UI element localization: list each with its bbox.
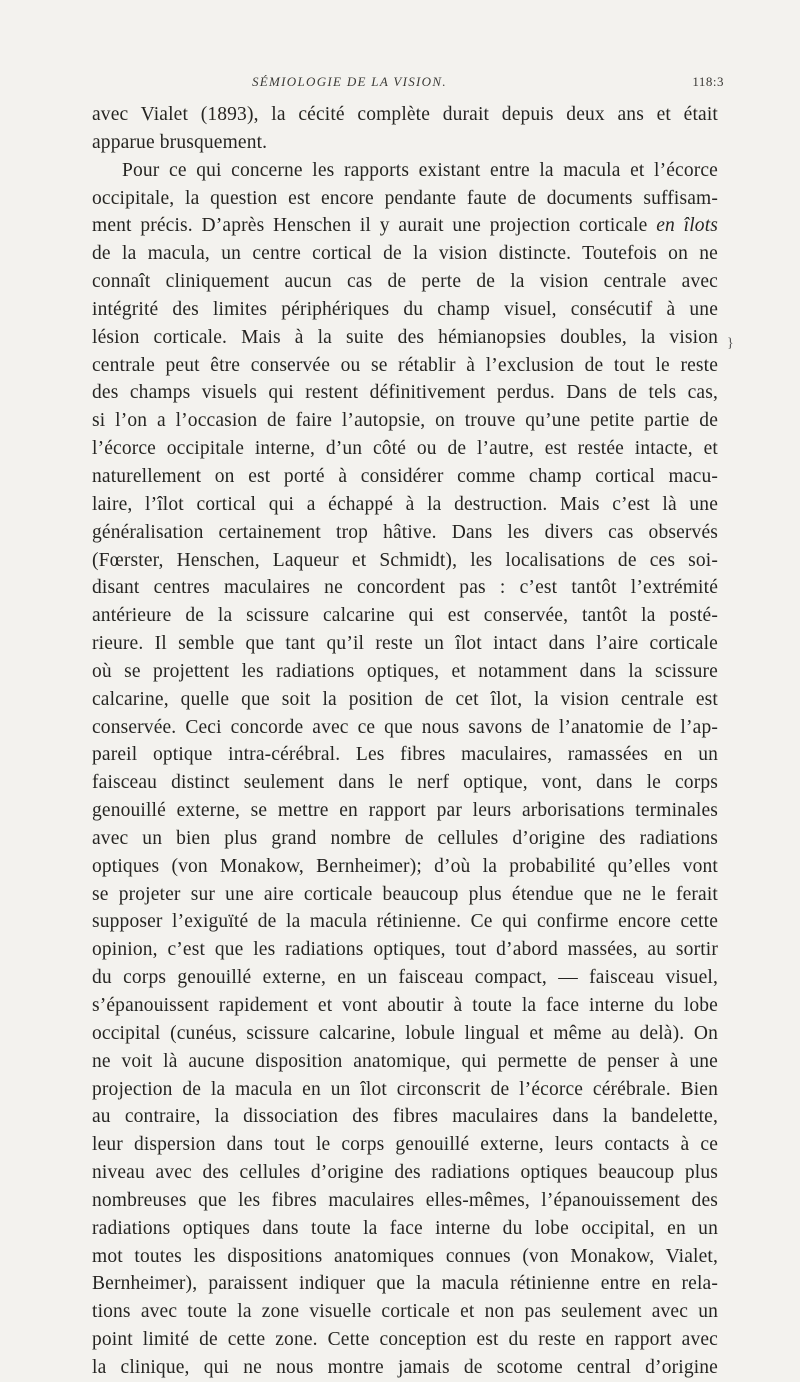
text-line: leur dispersion dans tout le corps genouillé externe, leurs contacts à ce [92,1134,718,1156]
text-line: au contraire, la dissociation des fibres maculaires dans la bandelette, [92,1106,718,1128]
text-line: rieure. Il semble que tant qu’il reste un îlot intact dans l’aire corticale [92,633,718,655]
text-line: s’épanouissent rapidement et vont aboutir à toute la face interne du lobe [92,995,718,1016]
text-line: niveau avec des cellules d’origine des radiations optiques beaucoup plus [92,1162,718,1184]
page-number: 118:3 [692,74,724,89]
text-line: apparue brusquement. [92,131,268,153]
text-line: occipitale, la question est encore pendante faute de documents suffisam- [92,187,718,209]
text-line: avec Vialet (1893), la cécité complète durait depuis deux ans et était [92,104,718,125]
text-line: centrale peut être conservée ou se rétablir à l’exclusion de tout le reste [92,354,718,376]
text-line: supposer l’exiguïté de la macula rétinienne. Ce qui confirme encore cette [92,911,718,933]
text-line: faisceau distinct seulement dans le nerf optique, vont, dans le corps [92,772,718,794]
text-line: radiations optiques dans toute la face interne du lobe occipital, en un [92,1217,718,1239]
text-line: laire, l’îlot cortical qui a échappé à la destruction. Mais c’est là une [92,493,718,515]
text-line: Pour ce qui concerne les rapports existant entre la macula et l’écorce [122,159,718,181]
text-line: pareil optique intra-cérébral. Les fibres maculaires, ramassées en un [92,744,718,766]
text-line: conservée. Ceci concorde avec ce que nous savons de l’anatomie de l’ap- [92,716,718,738]
text-line: point limité de cette zone. Cette conception est du reste en rapport avec [92,1329,718,1351]
text-line: calcarine, quelle que soit la position de cet îlot, la vision centrale est [92,688,718,710]
text-line: naturellement on est porté à considérer comme champ cortical macu- [92,465,718,487]
text-line: optiques (von Monakow, Bernheimer); d’où la probabilité qu’elles vont [92,855,718,877]
text-line: opinion, c’est que les radiations optiques, tout d’abord massées, au sortir [92,939,718,961]
text-line: où se projettent les radiations optiques, et notamment dans la scissure [92,660,718,682]
text-line: disant centres maculaires ne concordent pas : c’est tantôt l’extrémité [92,577,718,599]
running-title: SÉMIOLOGIE DE LA VISION. [252,74,447,89]
text-line: connaît cliniquement aucun cas de perte de la vision centrale avec [92,271,718,293]
paragraph [92,101,718,157]
text-line: ment précis. D’après Henschen il y aurait une projection corticale en îlots [92,215,718,237]
text-line: l’écorce occipitale interne, d’un côté ou de l’autre, est restée intacte, et [92,438,718,460]
text-line: tions avec toute la zone visuelle corticale et non pas seulement avec un [92,1301,718,1323]
text-line: occipital (cunéus, scissure calcarine, lobule lingual et même au delà). On [92,1022,718,1044]
text-line: se projeter sur une aire corticale beaucoup plus étendue que ne le ferait [92,883,718,905]
text-line: mot toutes les dispositions anatomiques connues (von Monakow, Vialet, [92,1245,718,1267]
text-line: de la macula, un centre cortical de la vision distincte. Toutefois on ne [92,243,718,265]
text-line: la clinique, qui ne nous montre jamais de scotome central d’origine [92,1356,718,1378]
paragraph [92,157,718,1382]
text-line: des champs visuels qui restent définitivement perdus. Dans de tels cas, [92,382,718,404]
text-line: Bernheimer), paraissent indiquer que la macula rétinienne entre en rela- [92,1273,718,1295]
text-line: antérieure de la scissure calcarine qui est conservée, tantôt la posté- [92,605,718,627]
text-line: ne voit là aucune disposition anatomique, qui permette de penser à une [92,1050,718,1072]
text-line: lésion corticale. Mais à la suite des hémianopsies doubles, la vision [92,326,718,348]
body-text [92,101,718,1382]
text-line: si l’on a l’occasion de faire l’autopsie, on trouve qu’une petite partie de [92,410,718,432]
text-line: intégrité des limites périphériques du champ visuel, consécutif à une [92,298,718,320]
text-line: avec un bien plus grand nombre de cellules d’origine des radiations [92,827,718,849]
text-line: (Fœrster, Henschen, Laqueur et Schmidt), les localisations de ces soi- [92,549,718,571]
text-line: du corps genouillé externe, en un faisceau compact, — faisceau visuel, [92,967,718,989]
text-line: généralisation certainement trop hâtive. Dans les divers cas observés [92,521,718,543]
margin-mark: } [727,336,734,351]
text-line: genouillé externe, se mettre en rapport par leurs arborisations terminales [92,800,718,822]
text-line: projection de la macula en un îlot circonscrit de l’écorce cérébrale. Bien [92,1078,718,1100]
text-line: nombreuses que les fibres maculaires elles-mêmes, l’épanouissement des [92,1189,718,1211]
